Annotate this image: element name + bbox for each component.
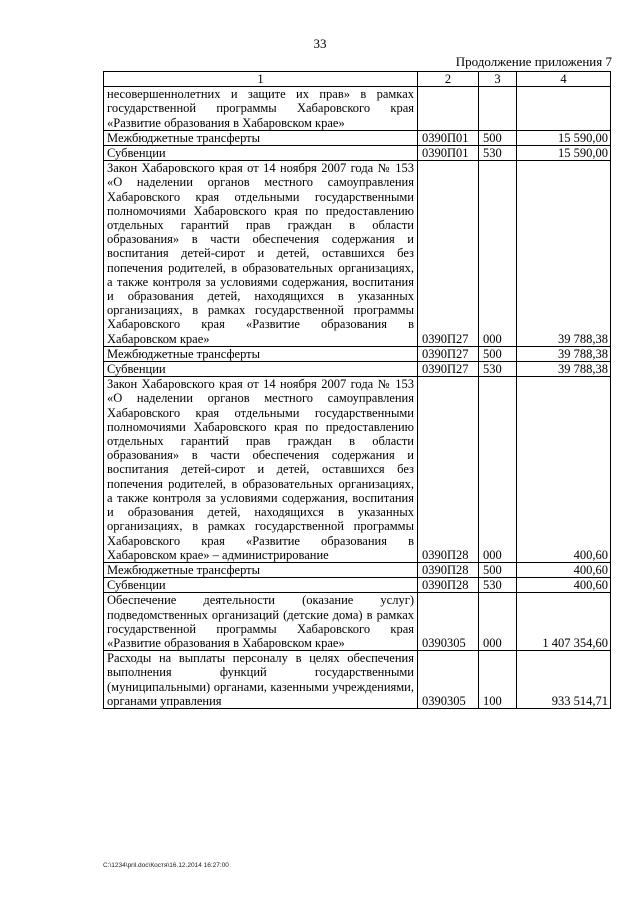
row-amount: 400,60 (517, 578, 611, 593)
table-row (104, 562, 611, 577)
row-amount: 15 590,00 (517, 146, 611, 161)
row-name: Закон Хабаровского края от 14 ноября 2007 года № 153 «О наделении органов местного самоуправления Хабаровского края отдельными государственными полномочиями Хабаровского края по предоставлению отдельных гарантий прав граждан в области образования» в части обеспечения содержания и воспитания детей-сирот и детей, оставшихся без попечения родителей, в образовательных организациях, а также контроля за условиями содержания, воспитания и образования детей, находящихся в указанных организациях, в рамках государственной программы Хабаровского края «Развитие образования в Хабаровском крае» – администрирование (104, 377, 418, 563)
row-amount: 1 407 354,60 (517, 593, 611, 651)
header-col-4: 4 (517, 72, 611, 87)
page-number: 33 (313, 36, 327, 51)
table-row (104, 346, 611, 361)
table-row (104, 161, 611, 347)
row-code: 0390305 (418, 593, 479, 651)
row-code (418, 87, 479, 131)
row-type: 530 (479, 146, 517, 161)
row-code: 0390П27 (418, 346, 479, 361)
row-name: Субвенции (104, 578, 418, 593)
table-row (104, 146, 611, 161)
table-body (104, 87, 611, 709)
row-name: Межбюджетные трансферты (104, 562, 418, 577)
row-type: 100 (479, 651, 517, 709)
row-code: 0390305 (418, 651, 479, 709)
row-code: 0390П27 (418, 161, 479, 347)
row-name: Закон Хабаровского края от 14 ноября 2007 года № 153 «О наделении органов местного самоуправления Хабаровского края отдельными государственными полномочиями Хабаровского края по предоставлению отдельных гарантий прав граждан в области образования» в части обеспечения содержания и воспитания детей-сирот и детей, оставшихся без попечения родителей, в образовательных организациях, а также контроля за условиями содержания, воспитания и образования детей, находящихся в указанных организациях, в рамках государственной программы Хабаровского края «Развитие образования в Хабаровском крае» (104, 161, 418, 347)
row-amount: 15 590,00 (517, 130, 611, 145)
row-name: Межбюджетные трансферты (104, 346, 418, 361)
row-name: Субвенции (104, 362, 418, 377)
table-row (104, 87, 611, 131)
row-type: 000 (479, 377, 517, 563)
row-amount: 933 514,71 (517, 651, 611, 709)
row-amount: 400,60 (517, 377, 611, 563)
row-type: 000 (479, 161, 517, 347)
budget-table (103, 71, 611, 709)
row-type: 500 (479, 562, 517, 577)
row-type: 500 (479, 346, 517, 361)
row-type (479, 87, 517, 131)
header-col-3: 3 (479, 72, 517, 87)
file-path-footer: C:\1234\pril.doc\Костя\16.12.2014 16:27:00 (103, 862, 229, 869)
row-name: Субвенции (104, 146, 418, 161)
table-row (104, 130, 611, 145)
table-row (104, 377, 611, 563)
table-row (104, 651, 611, 709)
row-code: 0390П01 (418, 130, 479, 145)
row-code: 0390П28 (418, 377, 479, 563)
row-code: 0390П27 (418, 362, 479, 377)
row-code: 0390П28 (418, 578, 479, 593)
row-type: 530 (479, 578, 517, 593)
row-amount: 39 788,38 (517, 362, 611, 377)
row-type: 500 (479, 130, 517, 145)
table-row (104, 362, 611, 377)
row-name: Расходы на выплаты персоналу в целях обеспечения выполнения функций государственными (муниципальными) органами, казенными учреждениями, органами управления (104, 651, 418, 709)
row-type: 000 (479, 593, 517, 651)
table-row (104, 578, 611, 593)
row-name: Межбюджетные трансферты (104, 130, 418, 145)
header-col-1: 1 (104, 72, 418, 87)
header-col-2: 2 (418, 72, 479, 87)
row-code: 0390П28 (418, 562, 479, 577)
row-amount (517, 87, 611, 131)
row-amount: 39 788,38 (517, 346, 611, 361)
row-amount: 400,60 (517, 562, 611, 577)
table-header-row (104, 72, 611, 87)
table-row (104, 593, 611, 651)
row-name: несовершеннолетних и защите их прав» в рамках государственной программы Хабаровского края «Развитие образования в Хабаровском крае» (104, 87, 418, 131)
row-amount: 39 788,38 (517, 161, 611, 347)
row-code: 0390П01 (418, 146, 479, 161)
row-type: 530 (479, 362, 517, 377)
row-name: Обеспечение деятельности (оказание услуг) подведомственных организаций (детские дома) в рамках государственной программы Хабаровского края «Развитие образования в Хабаровском крае» (104, 593, 418, 651)
continuation-label: Продолжение приложения 7 (455, 54, 612, 69)
